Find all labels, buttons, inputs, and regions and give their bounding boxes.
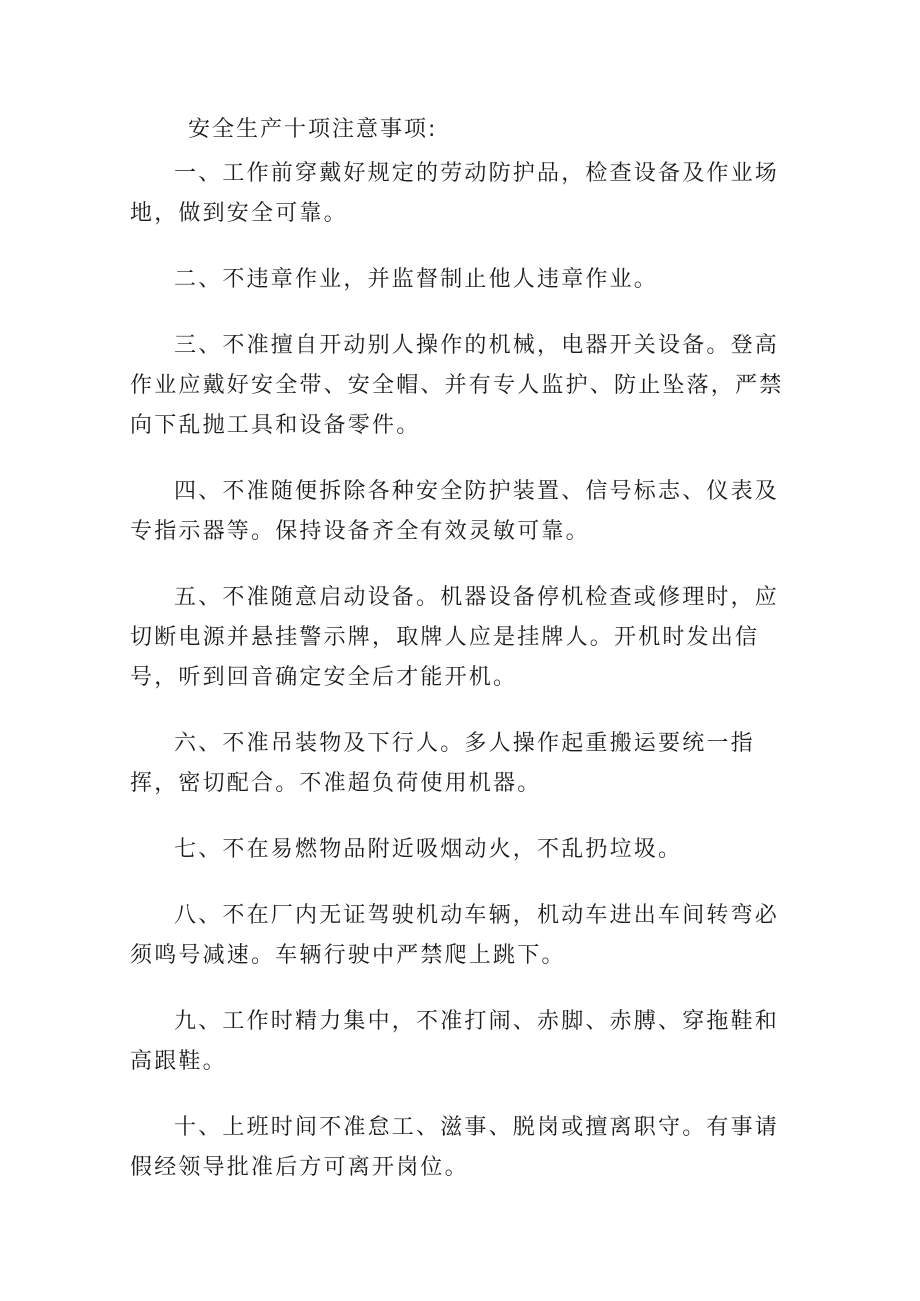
rule-item-7: 七、不在易燃物品附近吸烟动火，不乱扔垃圾。 bbox=[174, 837, 683, 862]
rule-item-5: 五、不准随意启动设备。机器设备停机检查或修理时，应切断电源并悬挂警示牌，取牌人应是挂牌人。开机时发出信号，听到回音确定安全后才能开机。 bbox=[130, 585, 780, 690]
rule-item-4: 四、不准随便拆除各种安全防护装置、信号标志、仪表及专指示器等。保持设备齐全有效灵敏可靠。 bbox=[130, 479, 780, 544]
rule-item-3: 三、不准擅自开动别人操作的机械，电器开关设备。登高作业应戴好安全带、安全帽、并有专人监护、防止坠落，严禁向下乱抛工具和设备零件。 bbox=[130, 333, 784, 438]
rule-item-2: 二、不违章作业，并监督制止他人违章作业。 bbox=[174, 267, 659, 292]
rule-item-6: 六、不准吊装物及下行人。多人操作起重搬运要统一指挥，密切配合。不准超负荷使用机器。 bbox=[130, 731, 755, 796]
rule-item-10: 十、上班时间不准怠工、滋事、脱岗或擅离职守。有事请假经领导批准后方可离开岗位。 bbox=[130, 1115, 780, 1180]
rule-item-1: 一、工作前穿戴好规定的劳动防护品，检查设备及作业场地，做到安全可靠。 bbox=[130, 161, 780, 226]
document-title: 安全生产十项注意事项: bbox=[188, 117, 438, 142]
rule-item-9: 九、工作时精力集中，不准打闹、赤脚、赤膊、穿拖鞋和高跟鞋。 bbox=[130, 1009, 780, 1074]
rule-item-8: 八、不在厂内无证驾驶机动车辆，机动车进出车间转弯必须鸣号减速。车辆行驶中严禁爬上跳下。 bbox=[130, 903, 780, 968]
document-body bbox=[130, 154, 798, 1214]
